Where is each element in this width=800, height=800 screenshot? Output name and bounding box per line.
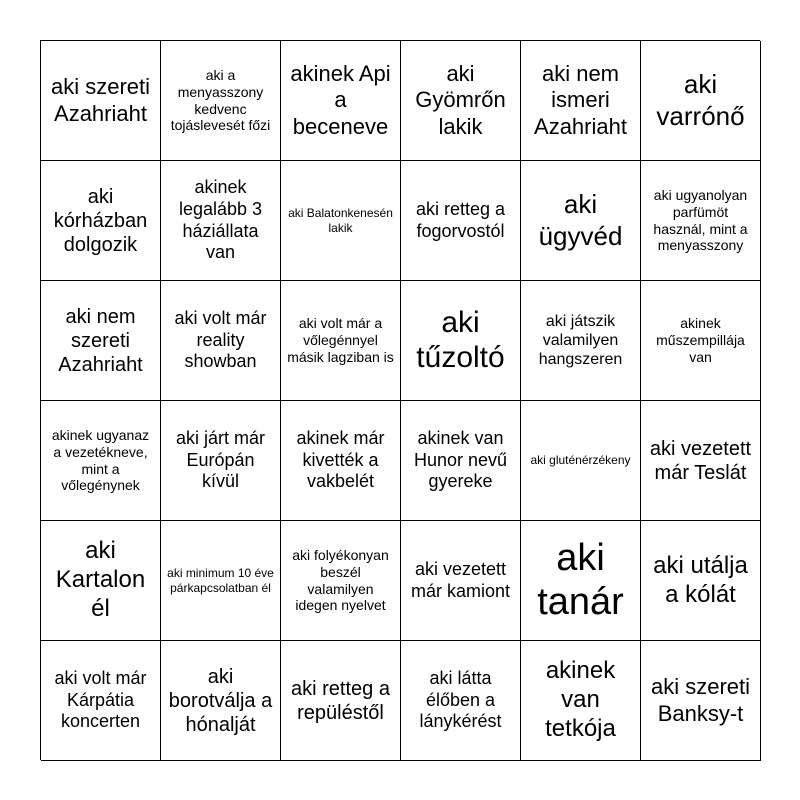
bingo-cell-r5c1[interactable] bbox=[41, 521, 161, 641]
cell-text: aki varrónő bbox=[656, 69, 745, 131]
bingo-cell-r2c2[interactable] bbox=[161, 161, 281, 281]
bingo-cell-r1c5[interactable] bbox=[521, 41, 641, 161]
cell-text: aki folyékonyan beszél valamilyen idegen nyelvet bbox=[292, 546, 389, 614]
cell-text: aki vezetett már Teslát bbox=[649, 437, 752, 484]
cell-text: aki játszik valamilyen hangszeren bbox=[538, 312, 623, 369]
cell-text: aki Balatonkenesén lakik bbox=[288, 206, 393, 235]
bingo-cell-r2c6[interactable] bbox=[641, 161, 761, 281]
bingo-cell-r4c5[interactable] bbox=[521, 401, 641, 521]
bingo-board bbox=[40, 40, 760, 760]
cell-text: aki nem ismeri Azahriaht bbox=[534, 60, 627, 139]
cell-text: akinek már kivették a vakbelét bbox=[296, 428, 385, 492]
bingo-cell-r3c5[interactable] bbox=[521, 281, 641, 401]
bingo-cell-r3c2[interactable] bbox=[161, 281, 281, 401]
cell-text: aki járt már Európán kívül bbox=[175, 428, 265, 492]
cell-text: aki volt már reality showban bbox=[174, 308, 267, 372]
bingo-cell-r5c2[interactable] bbox=[161, 521, 281, 641]
cell-text: akinek ugyanaz a vezetékneve, mint a vőlegénynek bbox=[51, 426, 150, 494]
bingo-cell-r6c4[interactable] bbox=[401, 641, 521, 761]
cell-text: aki látta élőben a lánykérést bbox=[419, 668, 502, 732]
cell-text: aki a menyasszony kedvenc tojáslevesét főzi bbox=[170, 66, 271, 134]
bingo-cell-r2c5[interactable] bbox=[521, 161, 641, 281]
bingo-cell-r5c6[interactable] bbox=[641, 521, 761, 641]
cell-text: aki szereti Banksy-t bbox=[650, 674, 751, 726]
cell-text: aki Kartalon él bbox=[55, 537, 146, 622]
cell-text: akinek Api a beceneve bbox=[290, 60, 391, 139]
bingo-cell-r3c3[interactable] bbox=[281, 281, 401, 401]
cell-text: akinek műszempillája van bbox=[656, 315, 745, 365]
cell-text: aki Gyömrőn lakik bbox=[415, 60, 506, 139]
cell-text: akinek van Hunor nevű gyereke bbox=[413, 428, 508, 492]
bingo-cell-r6c6[interactable] bbox=[641, 641, 761, 761]
bingo-cell-r3c4[interactable] bbox=[401, 281, 521, 401]
bingo-cell-r4c4[interactable] bbox=[401, 401, 521, 521]
bingo-cell-r4c1[interactable] bbox=[41, 401, 161, 521]
cell-text: aki tanár bbox=[537, 536, 624, 623]
cell-text: akinek legalább 3 háziállata van bbox=[178, 177, 263, 263]
cell-text: aki vezetett már kamiont bbox=[410, 558, 511, 601]
bingo-cell-r1c1[interactable] bbox=[41, 41, 161, 161]
bingo-cell-r6c2[interactable] bbox=[161, 641, 281, 761]
bingo-cell-r2c1[interactable] bbox=[41, 161, 161, 281]
cell-text: aki ügyvéd bbox=[538, 189, 623, 251]
bingo-cell-r6c1[interactable] bbox=[41, 641, 161, 761]
cell-text: aki retteg a fogorvostól bbox=[415, 198, 506, 241]
cell-text: aki szereti Azahriaht bbox=[50, 74, 151, 126]
bingo-cell-r2c4[interactable] bbox=[401, 161, 521, 281]
bingo-cell-r6c3[interactable] bbox=[281, 641, 401, 761]
bingo-cell-r5c5[interactable] bbox=[521, 521, 641, 641]
bingo-cell-r4c3[interactable] bbox=[281, 401, 401, 521]
cell-text: aki nem szereti Azahriaht bbox=[58, 305, 143, 376]
cell-text: akinek van tetkója bbox=[545, 657, 616, 742]
cell-text: aki volt már a vőlegénnyel másik lagziban is bbox=[287, 315, 394, 365]
cell-text: aki minimum 10 éve párkapcsolatban él bbox=[167, 566, 274, 595]
bingo-cell-r4c2[interactable] bbox=[161, 401, 281, 521]
cell-text: aki retteg a repüléstől bbox=[291, 677, 390, 724]
bingo-cell-r3c6[interactable] bbox=[641, 281, 761, 401]
bingo-cell-r5c3[interactable] bbox=[281, 521, 401, 641]
cell-text: aki borotválja a hónalját bbox=[168, 665, 273, 736]
bingo-cell-r2c3[interactable] bbox=[281, 161, 401, 281]
bingo-cell-r1c2[interactable] bbox=[161, 41, 281, 161]
bingo-cell-r1c6[interactable] bbox=[641, 41, 761, 161]
cell-text: aki tűzoltó bbox=[416, 306, 505, 374]
cell-text: aki ugyanolyan parfümöt használ, mint a menyasszony bbox=[653, 186, 748, 254]
cell-text: aki kórházban dolgozik bbox=[53, 185, 148, 256]
bingo-cell-r1c4[interactable] bbox=[401, 41, 521, 161]
bingo-cell-r4c6[interactable] bbox=[641, 401, 761, 521]
bingo-cell-r5c4[interactable] bbox=[401, 521, 521, 641]
bingo-cell-r6c5[interactable] bbox=[521, 641, 641, 761]
cell-text: aki volt már Kárpátia koncerten bbox=[54, 668, 147, 732]
bingo-cell-r1c3[interactable] bbox=[281, 41, 401, 161]
bingo-cell-r3c1[interactable] bbox=[41, 281, 161, 401]
cell-text: aki gluténérzékeny bbox=[530, 453, 631, 468]
cell-text: aki utálja a kólát bbox=[653, 551, 748, 608]
